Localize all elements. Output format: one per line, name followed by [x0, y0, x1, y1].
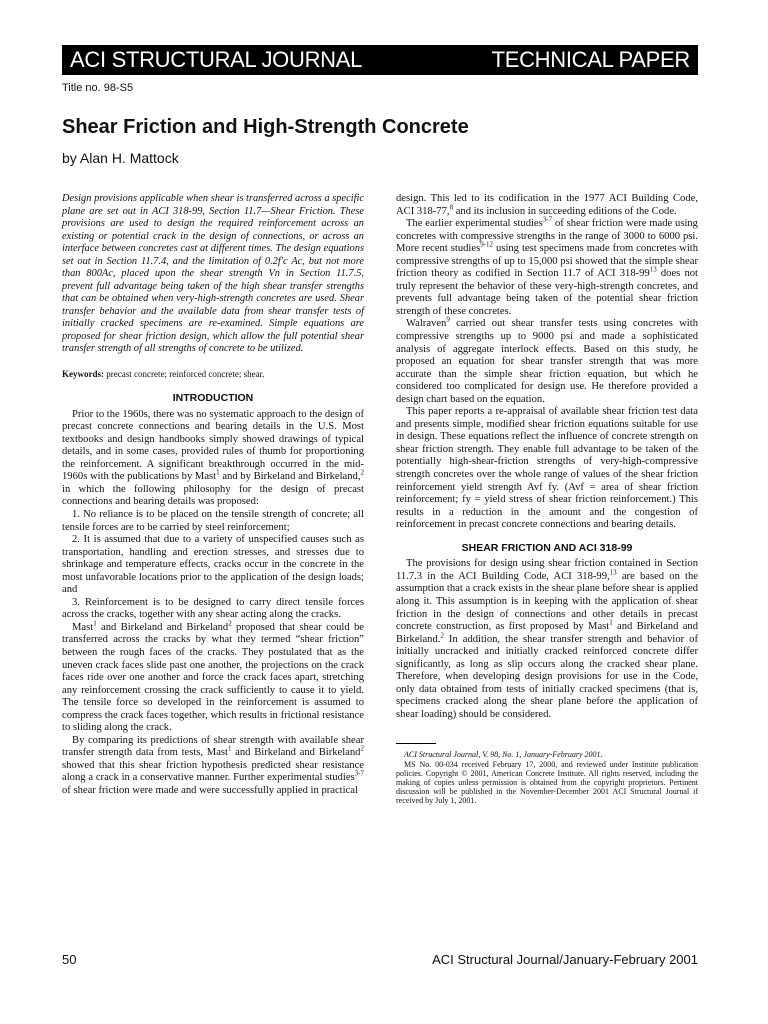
intro-list-item-2: 2. It is assumed that due to a variety of unspecified causes such as transportation, handling and erection stresses, and stresses due to shrinkage and temperature effects, cracks occur in the concrete in the most unfavorable locations prior to the application of the design loads; and	[62, 534, 364, 596]
page-number: 50	[62, 952, 77, 967]
intro-list-item-3: 3. Reinforcement is to be designed to carry direct tensile forces across the cracks, together with any shear acting along the cracks.	[62, 596, 364, 621]
left-column	[62, 193, 364, 798]
footnote-line-1: ACI Structural Journal, V. 98, No. 1, January-February 2001.	[404, 750, 603, 760]
paper-type: TECHNICAL PAPER	[491, 47, 690, 72]
right-paragraph-2: The earlier experimental studies$^{3-7}$ of shear friction were made using concretes with compressive strengths in the range of 3000 to 6000 psi. More recent studies$^{9-12}$ using test specimens made from concretes with compressive strengths of up to 15,000 psi showed that the simple shear friction theory as codified in Section 11.7 of ACI $318-99^{13}$ does not truly represent the behavior of these very-high-strength concretes, and prevents full advantage being taken of the potential shear friction strength of these concretes.	[396, 215, 699, 317]
byline: by Alan H. Mattock	[62, 150, 179, 166]
footnote-line-2: MS No. 00-034 received February 17, 2000, and reviewed under Institute publication policies. Copyright © 2001, American Concrete Institute. All rights reserved, including the making of copies unless permission is obtained from the copyright proprietors. Pertinent discussion will be published in the November-December 2001 ACI Structural Journal if received by July 1, 2001.	[396, 759, 698, 806]
right-paragraph-5: The provisions for design using shear friction contained in Section 11.7.3 in the ACI Building Code, ACI 318-99,13 are based on the assumption that a crack exists in the shear plane before shear is applied along it. This assumption is in keeping with the application of shear friction in the design of connections and other details in precast concrete construction, as first proposed by Mast$^1$ and Birkeland and Birkeland.$^2$ In addition, the shear transfer strength and behavior of initially uncracked and initially cracked reinforced concrete differ significantly, as long as slip occurs along the cracked shear plane. Therefore, when developing design provisions for use in the Code, only data obtained from tests of initially cracked specimens (that is, specimens cracked along the shear plane before the application of shear loading) should be considered.	[396, 558, 698, 720]
intro-paragraph-3: By comparing its predictions of shear strength with available shear transfer strength data from tests, Mast$^1$ and Birkeland and Birkeland$^2$ showed that this shear friction hypothesis predicted shear resistance along a crack in a conservative manner. Further experimental studies$^{3-7}$ of shear friction were made and were successfully applied in practical	[62, 734, 364, 796]
right-paragraph-1: design. This led to its codification in the 1977 ACI Building Code, ACI 318-77,$^8$ and its inclusion in succeeding editions of the Code.	[396, 193, 698, 217]
introduction-heading: INTRODUCTION	[172, 392, 254, 405]
intro-paragraph-2: Mast$^1$ and Birkeland and Birkeland$^2$ proposed that shear could be transferred across the cracks by what they termed “shear friction” between the rough faces of the cracks. They postulated that as the uneven crack faces slide past one another, the projections on the crack faces ride over one another and force the crack faces apart, stretching any reinforcement crossing the crack sufficiently to cause it to yield. The tensile force so developed in the reinforcement is assumed to compress the crack faces together, which results in frictional resistance to sliding along the crack.	[62, 619, 364, 734]
right-paragraph-3: Walraven$^9$ carried out shear transfer tests using concretes with compressive strengths up to 9000 psi and made a sophisticated analysis of aggregate interlock effects. Based on this study, he proposed an equation for shear transfer strength that was more accurate than the simple shear friction equation, but which he considered too complicated for design use. He therefore provided a design chart based on the equation.	[396, 315, 698, 405]
title-number: Title no. 98-S5	[62, 82, 134, 94]
footnote	[396, 750, 698, 805]
intro-paragraph-1: Prior to the 1960s, there was no systematic approach to the design of precast concrete connections and bearing details in the U.S. Most textbooks and design handbooks simply showed drawings of typical details, and in some cases, provided rules of thumb for proportioning the reinforcement. A significant breakthrough occurred in the mid-1960s with the publications by Mast$^1$ and by Birkeland and Birkeland,$^2$ in which the following philosophy for the design of precast connections and bearing details was proposed:	[62, 408, 364, 508]
right-paragraph-4: This paper reports a re-appraisal of available shear friction test data and presents simple, modified shear friction equations suitable for use in design. These equations reflect the influence of concrete strength on shear friction strength. They enable full advantage to be taken of the potentially high-shear-friction strengths of very-high-compressive strength concretes over the whole range of values of the shear friction reinforcement yield strength Avf fy. (Avf = area of shear friction reinforcement; fy = yield stress of shear friction reinforcement.) This results in a reduction in the amount and the congestion of reinforcement in precast concrete connections and bearing details.	[396, 406, 698, 531]
intro-list-item-1: 1. No reliance is to be placed on the tensile strength of concrete; all tensile forces are to be carried by steel reinforcement;	[62, 508, 364, 533]
keywords	[62, 368, 364, 381]
keywords-label: Keywords:	[62, 368, 104, 379]
abstract: Design provisions applicable when shear is transferred across a specific plane are set out in ACI 318-99, Section 11.7—Shear Friction. These provisions are used to design the required reinforcement across an existing or potential crack in the design of connections, or across an interface between concretes cast at different times. The design equations set out in Section 11.7.4, and the limitation of 0.2f′c Ac, but not more than 800Ac, placed upon the shear strength Vn in Section 11.7.5, prevent full advantage being taken of the high shear transfer strengths that can be obtained when very-high-strength concretes are used. Shear transfer behavior and the available data from shear transfer tests of initially cracked specimens are re-examined. Simple equations are proposed for shear friction design, which allow the full potential shear transfer strength of all strengths of concrete to be utilized.	[62, 193, 364, 354]
journal-banner	[62, 45, 698, 75]
paper-title: Shear Friction and High-Strength Concrete	[62, 116, 469, 138]
footer-journal-issue: ACI Structural Journal/January-February 2001	[432, 952, 698, 967]
keywords-text: precast concrete; reinforced concrete; shear.	[106, 368, 265, 379]
shear-friction-heading: SHEAR FRICTION AND ACI 318-99	[461, 541, 633, 554]
footnote-divider	[396, 743, 436, 744]
journal-name: ACI STRUCTURAL JOURNAL	[70, 47, 363, 72]
right-column	[396, 193, 698, 806]
